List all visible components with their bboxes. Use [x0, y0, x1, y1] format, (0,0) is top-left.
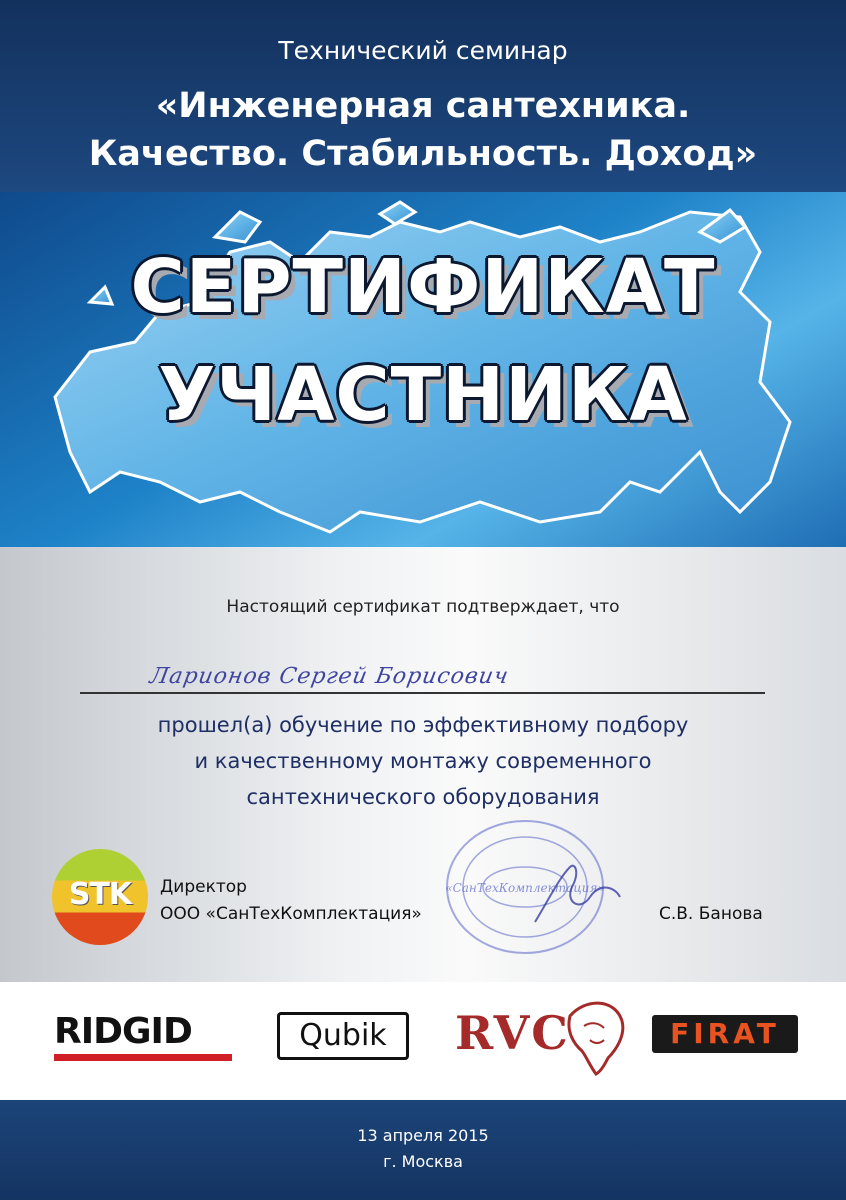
rvc-lion-icon [560, 996, 630, 1076]
round-stamp-and-signature [440, 817, 630, 967]
confirmation-text: Настоящий сертификат подтверждает, что [226, 597, 620, 617]
certificate-date: 13 апреля 2015 [357, 1126, 489, 1145]
certificate-body [0, 547, 846, 982]
seminar-title-line1: «Инженерная сантехника. [155, 86, 691, 126]
stamp-text: «СанТехКомплектация» [445, 881, 605, 895]
name-underline [80, 692, 765, 694]
certificate-heading-line2: УЧАСТНИКА [158, 352, 688, 438]
stk-logo-text: STK [68, 877, 132, 912]
seminar-subtitle: Технический семинар [278, 36, 568, 65]
rvc-logo: RVC [455, 1006, 570, 1060]
ridgid-logo [54, 1012, 234, 1061]
stk-logo [52, 849, 148, 945]
footer [0, 1100, 846, 1200]
certificate-city: г. Москва [383, 1152, 463, 1171]
qubik-logo: Qubik [277, 1012, 409, 1060]
map-band [0, 192, 846, 547]
certificate-heading-line1: СЕРТИФИКАТ [130, 244, 716, 330]
seminar-title [0, 82, 846, 178]
seminar-title-line2: Качество. Стабильность. Доход» [88, 134, 758, 174]
director-title: Директор [160, 877, 247, 897]
training-description-line2: и качественному монтажу современного [194, 749, 652, 773]
partner-logos-strip [0, 982, 846, 1100]
firat-logo: FIRAT [652, 1015, 798, 1053]
training-description-line1: прошел(а) обучение по эффективному подбору [157, 713, 689, 737]
training-description [0, 707, 846, 815]
participant-name: Ларионов Сергей Борисович [147, 664, 511, 689]
organization-name: ООО «СанТехКомплектация» [160, 904, 422, 924]
signer-name: С.В. Банова [659, 904, 763, 924]
ridgid-red-bar [54, 1054, 232, 1061]
ridgid-logo-text: RIDGID [54, 1011, 192, 1052]
header [0, 0, 846, 192]
training-description-line3: сантехнического оборудования [246, 785, 600, 809]
